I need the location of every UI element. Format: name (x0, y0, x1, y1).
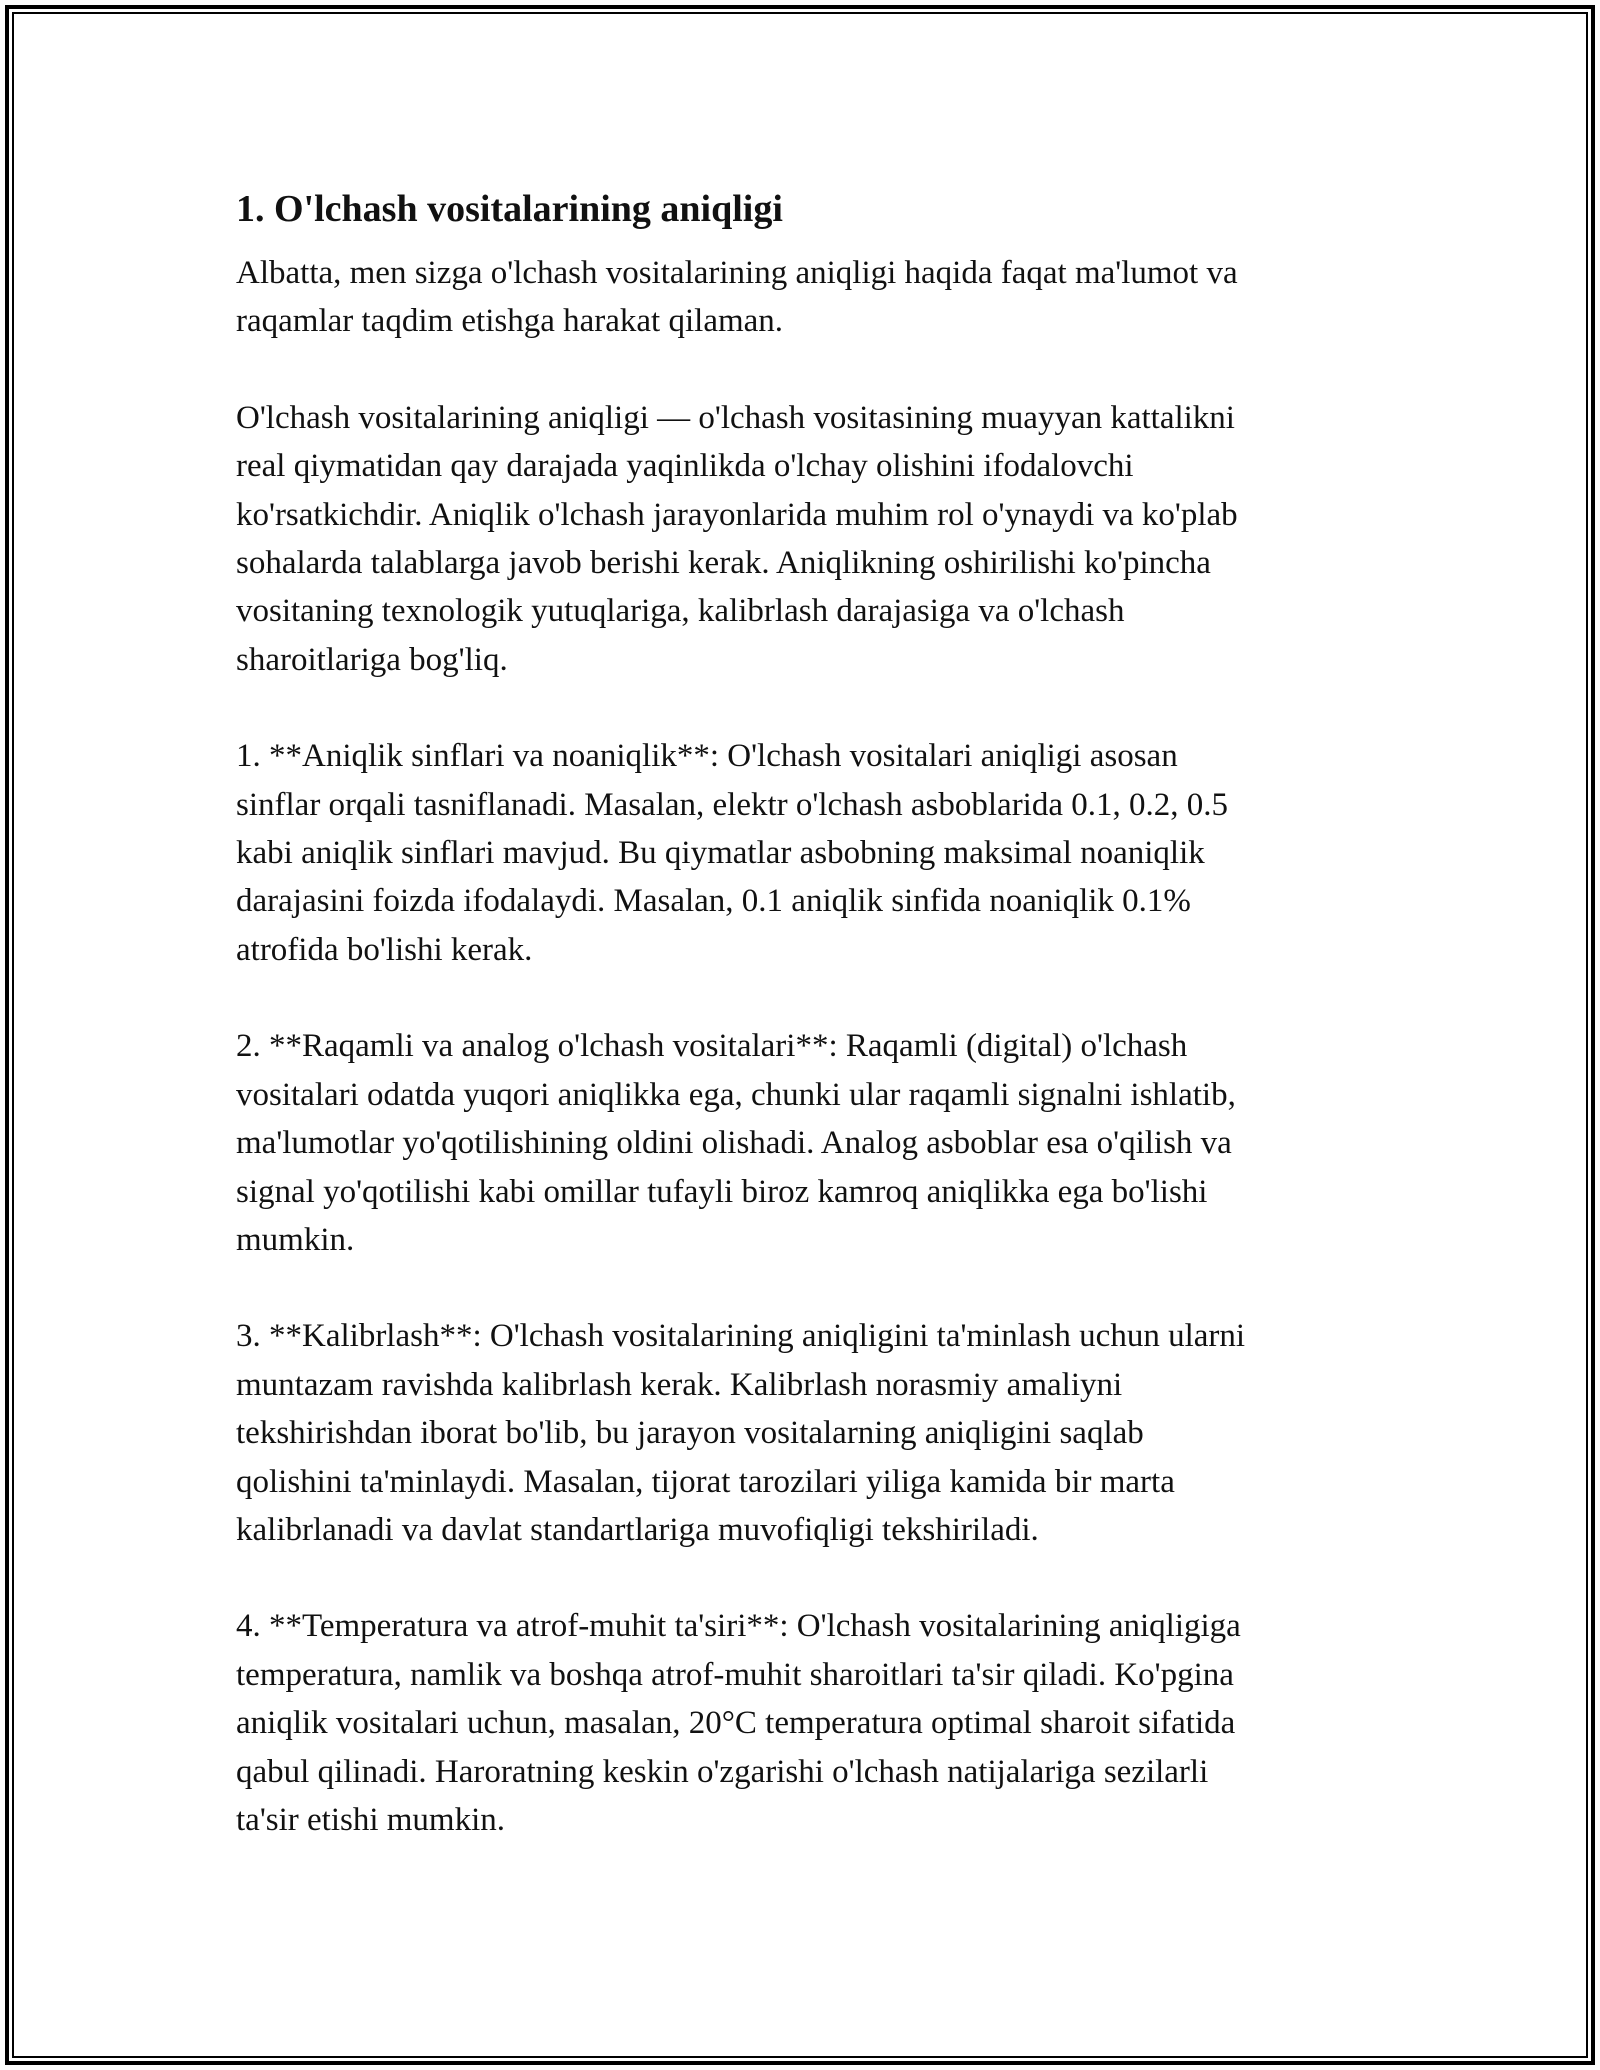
document-title: 1. O'lchash vositalarining aniqligi (236, 188, 783, 230)
text-line: Albatta, men sizga o'lchash vositalarining aniqligi haqida faqat ma'lumot va (236, 255, 1238, 291)
paragraph-intro (236, 249, 1371, 346)
text-line: sohalarda talablarga javob berishi kerak. Aniqlikning oshirilishi ko'pincha (236, 545, 1211, 582)
paragraph-item-1 (236, 732, 1371, 974)
text-line: kabi aniqlik sinflari mavjud. Bu qiymatlar asbobning maksimal noaniqlik (236, 835, 1205, 872)
text-line: raqamlar taqdim etishga harakat qilaman. (236, 303, 784, 340)
text-line: kalibrlanadi va davlat standartlariga muvofiqligi tekshiriladi. (236, 1511, 1039, 1548)
paragraph-item-2 (236, 1022, 1371, 1264)
text-line: ko'rsatkichdir. Aniqlik o'lchash jarayonlarida muhim rol o'ynaydi va ko'plab (236, 496, 1238, 533)
text-line: darajasini foizda ifodalaydi. Masalan, 0.1 aniqlik sinfida noaniqlik 0.1% (236, 883, 1191, 920)
text-line: sharoitlariga bog'liq. (236, 641, 508, 678)
text-line: 2. **Raqamli va analog o'lchash vositalari**: Raqamli (digital) o'lchash (236, 1028, 1188, 1065)
text-line: vositaning texnologik yutuqlariga, kalibrlash darajasiga va o'lchash (236, 593, 1125, 630)
text-line: vositalari odatda yuqori aniqlikka ega, chunki ular raqamli signalni ishlatib, (236, 1076, 1236, 1113)
text-line: O'lchash vositalarining aniqligi — o'lchash vositasining muayyan kattalikni (236, 399, 1235, 436)
text-line: qabul qilinadi. Haroratning keskin o'zgarishi o'lchash natijalariga sezilarli (236, 1753, 1209, 1790)
text-line: 1. **Aniqlik sinflari va noaniqlik**: O'lchash vositalari aniqligi asosan (236, 738, 1178, 775)
text-line: 4. **Temperatura va atrof-muhit ta'siri**: O'lchash vositalarining aniqligiga (236, 1608, 1241, 1645)
text-line: 3. **Kalibrlash**: O'lchash vositalarining aniqligini ta'minlash uchun ularni (236, 1318, 1246, 1355)
text-line: real qiymatidan qay darajada yaqinlikda o'lchay olishini ifodalovchi (236, 448, 1134, 485)
text-line: qolishini ta'minlaydi. Masalan, tijorat tarozilari yiliga kamida bir marta (236, 1463, 1175, 1500)
text-line: aniqlik vositalari uchun, masalan, 20°C temperatura optimal sharoit sifatida (236, 1705, 1236, 1742)
text-line: temperatura, namlik va boshqa atrof-muhit sharoitlari ta'sir qiladi. Ko'pgina (236, 1656, 1234, 1693)
text-line: signal yo'qotilishi kabi omillar tufayli biroz kamroq aniqlikka ega bo'lishi (236, 1173, 1208, 1210)
text-line: mumkin. (236, 1221, 355, 1258)
text-line: ta'sir etishi mumkin. (236, 1801, 506, 1838)
paragraph-definition (236, 394, 1371, 684)
text-line: atrofida bo'lishi kerak. (236, 931, 533, 968)
text-line: sinflar orqali tasniflanadi. Masalan, elektr o'lchash asboblarida 0.1, 0.2, 0.5 (236, 786, 1228, 823)
text-line: tekshirishdan iborat bo'lib, bu jarayon vositalarning aniqligini saqlab (236, 1415, 1144, 1452)
text-line: ma'lumotlar yo'qotilishining oldini olishadi. Analog asboblar esa o'qilish va (236, 1125, 1232, 1162)
document-body (236, 185, 1371, 1892)
text-line: muntazam ravishda kalibrlash kerak. Kalibrlash norasmiy amaliyni (236, 1366, 1123, 1403)
paragraph-item-4 (236, 1602, 1371, 1844)
paragraph-item-3 (236, 1312, 1371, 1554)
